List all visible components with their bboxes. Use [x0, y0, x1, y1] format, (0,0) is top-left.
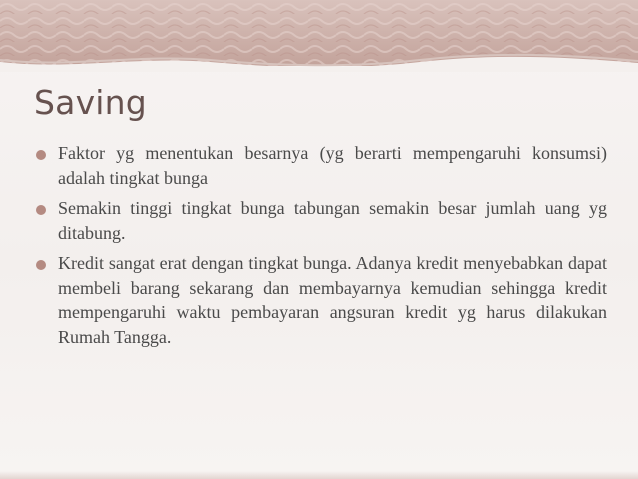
- bullet-item-3: [34, 251, 607, 349]
- bullet-text: Faktor yg menentukan besarnya (yg berarti mempengaruhi konsumsi) adalah tingkat bunga: [58, 143, 607, 188]
- bottom-edge-decoration: [0, 471, 638, 479]
- bullet-dot-icon: [36, 260, 46, 270]
- decorative-top-band: [0, 0, 638, 72]
- bullet-text: Semakin tinggi tingkat bunga tabungan semakin besar jumlah uang yg ditabung.: [58, 198, 607, 243]
- bullet-dot-icon: [36, 150, 46, 160]
- slide-title: Saving: [34, 83, 147, 122]
- bullet-text: Kredit sangat erat dengan tingkat bunga. Adanya kredit menyebabkan dapat membeli barang sekarang dan membayarnya kemudian sehingga kredit mempengaruhi waktu pembayaran angsuran kredit yg harus dilakukan Rumah Tangga.: [58, 253, 607, 347]
- bullet-item-1: [34, 141, 607, 190]
- content-area: [34, 141, 607, 441]
- bullet-dot-icon: [36, 205, 46, 215]
- wave-pattern-decoration: [0, 0, 638, 72]
- bullet-item-2: [34, 196, 607, 245]
- bullet-list: [34, 141, 607, 349]
